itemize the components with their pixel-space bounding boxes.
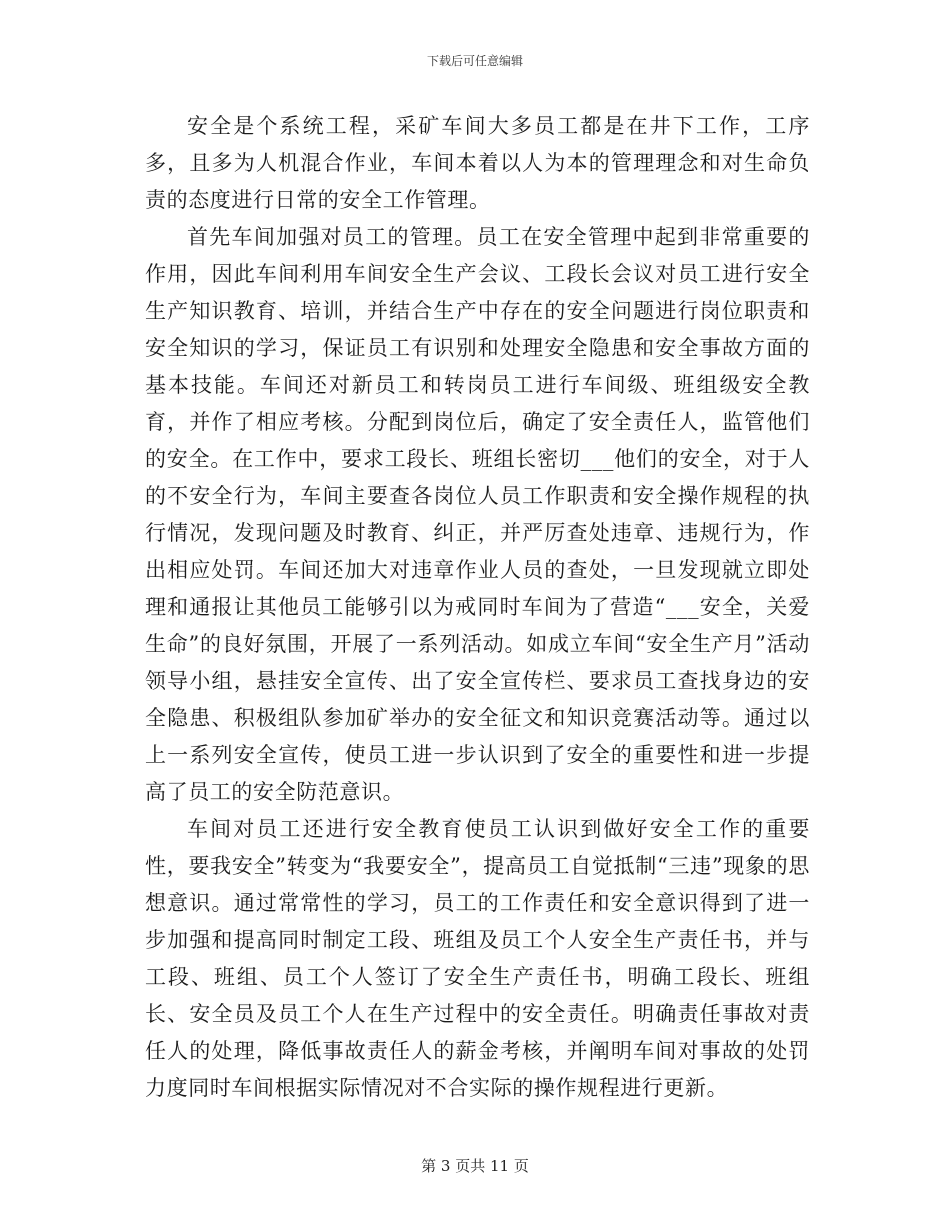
page-number-footer: 第 3 页共 11 页	[421, 1157, 529, 1175]
paragraph-2: 首先车间加强对员工的管理。员工在安全管理中起到非常重要的作用，因此车间利用车间安全生产会议、工段长会议对员工进行安全生产知识教育、培训，并结合生产中存在的安全问题进行岗位职责和安全知识的学习，保证员工有识别和处理安全隐患和安全事故方面的基本技能。车间还对新员工和转岗员工进行车间级、班组级安全教育，并作了相应考核。分配到岗位后，确定了安全责任人，监管他们的安全。在工作中，要求工段长、班组长密切___他们的安全，对于人的不安全行为，车间主要查各岗位人员工作职责和安全操作规程的执行情况，发现问题及时教育、纠正，并严厉查处违章、违规行为，作出相应处罚。车间还加大对违章作业人员的查处，一旦发现就立即处理和通报让其他员工能够引以为戒同时车间为了营造“___安全，关爱生命”的良好氛围，开展了一系列活动。如成立车间“安全生产月”活动领导小组，悬挂安全宣传、出了安全宣传栏、要求员工查找身边的安全隐患、积极组队参加矿举办的安全征文和知识竞赛活动等。通过以上一系列安全宣传，使员工进一步认识到了安全的重要性和进一步提高了员工的安全防范意识。	[145, 225, 810, 804]
paragraph-3: 车间对员工还进行安全教育使员工认识到做好安全工作的重要性，要我安全”转变为“我要安全”，提高员工自觉抵制“三违”现象的思想意识。通过常常性的学习，员工的工作责任和安全意识得到了进一步加强和提高同时制定工段、班组及员工个人安全生产责任书，并与工段、班组、员工个人签订了安全生产责任书，明确工段长、班组长、安全员及员工个人在生产过程中的安全责任。明确责任事故对责任人的处理，降低事故责任人的薪金考核，并阐明车间对事故的处罚力度同时车间根据实际情况对不合实际的操作规程进行更新。	[145, 817, 810, 1100]
page-header-note: 下载后可任意编辑	[426, 54, 523, 68]
paragraph-1: 安全是个系统工程，采矿车间大多员工都是在井下工作，工序多，且多为人机混合作业，车间本着以人为本的管理理念和对生命负责的态度进行日常的安全工作管理。	[145, 114, 810, 212]
document-body	[145, 108, 810, 1107]
